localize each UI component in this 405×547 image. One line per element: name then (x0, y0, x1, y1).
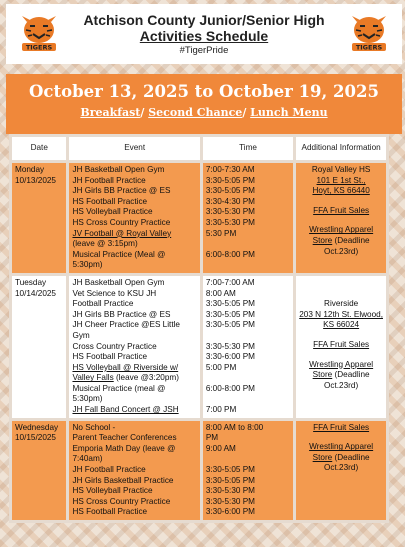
time-item: 3:30-5:05 PM (205, 465, 255, 475)
time-item: 3:30-5:05 PM (205, 299, 255, 309)
store-link[interactable]: Store (312, 452, 333, 462)
time-item: 8:00 AM to 8:00 (205, 422, 264, 432)
second-chance-link[interactable]: Second Chance (148, 106, 243, 119)
event-item: JH Girls BB Practice @ ES (72, 186, 171, 196)
time-item: 7:00-7:00 AM (205, 277, 255, 287)
store-deadline (299, 453, 383, 464)
time-item: 3:30-6:00 PM (205, 352, 255, 362)
tiger-logo-icon (346, 14, 392, 52)
time-item: 3:30-5:30 PM (205, 486, 255, 496)
date-cell (11, 419, 68, 521)
location-address[interactable]: 101 E 1st St., (316, 175, 366, 185)
deadline-date: Oct.23rd) (324, 246, 359, 256)
ffa-fruit-sales-link[interactable]: FFA Fruit Sales (313, 339, 370, 349)
schedule-table (9, 134, 389, 523)
time-item: 3:30-5:30 PM (205, 207, 255, 217)
info-cell (295, 162, 388, 275)
time-item: 9:00 AM (205, 443, 236, 453)
event-item: Football Practice (72, 299, 134, 309)
time-item: 3:30-5:05 PM (205, 186, 255, 196)
event-item: HS Volleyball Practice (72, 207, 153, 217)
event-cell (68, 274, 201, 419)
location-address[interactable]: Hoyt, KS 66440 (312, 186, 370, 196)
event-item: JH Football Practice (72, 175, 146, 185)
location-block (299, 165, 383, 197)
leave-time: (leave @3:20pm) (116, 373, 179, 383)
ffa-fruit-sales-link[interactable]: FFA Fruit Sales (313, 205, 370, 215)
store-link[interactable]: Store (312, 370, 333, 380)
event-item: Parent Teacher Conferences (72, 433, 177, 443)
location-name: Riverside (324, 299, 359, 309)
time-item: 3:30-5:05 PM (205, 320, 255, 330)
location-block (299, 299, 383, 331)
ffa-fruit-sales-link[interactable]: FFA Fruit Sales (313, 422, 370, 432)
event-item: HS Football Practice (72, 507, 148, 517)
event-item: JH Basketball Open Gym (72, 165, 165, 174)
deadline-text: (Deadline (334, 370, 370, 380)
event-item: HS Volleyball Practice (72, 486, 153, 496)
page-title[interactable]: Activities Schedule (139, 28, 269, 44)
deadline-text: (Deadline (334, 452, 370, 462)
event-item: Vet Science to KSU JH (72, 288, 157, 298)
event-item: No School - (72, 422, 116, 432)
header-date: Date (11, 136, 68, 162)
event-item: JH Basketball Open Gym (72, 277, 165, 287)
time-item: 8:00 AM (205, 288, 236, 298)
spacer (206, 394, 290, 405)
school-name: Atchison County Junior/Senior High (83, 12, 325, 28)
event-cell (68, 419, 201, 521)
event-item (72, 373, 196, 384)
table-header-row (11, 136, 388, 162)
deadline-date: Oct.23rd) (324, 463, 359, 473)
date-cell (11, 274, 68, 419)
event-item: 5:30pm) (72, 260, 103, 270)
event-link[interactable]: JH Fall Band Concert @ JSH (72, 405, 179, 415)
event-item: Musical Practice (Meal @ (72, 249, 166, 259)
week-date-range: October 13, 2025 to October 19, 2025 (29, 82, 379, 101)
spacer (206, 239, 290, 250)
store-deadline (299, 236, 383, 247)
event-item: Musical Practice (meal @ (72, 383, 166, 393)
event-item: HS Cross Country Practice (72, 496, 171, 506)
info-cell (295, 419, 388, 521)
time-item: 5:00 PM (205, 362, 237, 372)
event-item: Emporia Math Day (leave @ (72, 443, 176, 453)
time-cell (201, 162, 294, 275)
breakfast-link[interactable]: Breakfast (80, 106, 141, 119)
table-row-wednesday (11, 419, 388, 521)
location-address[interactable]: KS 66024 (323, 320, 360, 330)
time-cell (201, 274, 294, 419)
event-item: 7:40am) (72, 454, 103, 464)
header-additional-information: Additional Information (295, 136, 388, 162)
day-name: Wednesday (15, 422, 59, 432)
spacer (206, 373, 290, 384)
svg-text:TIGERS: TIGERS (25, 43, 53, 52)
event-item: JH Girls BB Practice @ ES (72, 309, 171, 319)
time-item: 3:30-5:30 PM (205, 341, 255, 351)
header-time: Time (201, 136, 294, 162)
time-item: PM (205, 433, 219, 443)
time-item: 6:00-8:00 PM (205, 383, 255, 393)
wrestling-apparel-link[interactable]: Wrestling Apparel (309, 225, 374, 235)
header (6, 4, 402, 64)
time-item: 3:30-5:30 PM (205, 217, 255, 227)
time-item: 3:30-4:30 PM (205, 196, 255, 206)
table-row-monday (11, 162, 388, 275)
time-cell (201, 419, 294, 521)
deadline-text: (Deadline (334, 235, 370, 245)
day-date: 10/13/2025 (15, 175, 56, 185)
spacer (299, 278, 383, 289)
spacer (206, 331, 290, 342)
event-item: JH Football Practice (72, 465, 146, 475)
day-date: 10/15/2025 (15, 433, 56, 443)
event-item: Cross Country Practice (72, 341, 157, 351)
lunch-menu-link[interactable]: Lunch Menu (250, 106, 328, 119)
event-link[interactable]: Valley Falls (72, 373, 114, 383)
tiger-logo-icon (16, 14, 62, 52)
wrestling-apparel-link[interactable]: Wrestling Apparel (309, 442, 374, 452)
menu-links: Breakfast/ Second Chance/ Lunch Menu (80, 106, 328, 119)
spacer (206, 454, 290, 465)
event-item: HS Cross Country Practice (72, 217, 171, 227)
time-item: 3:30-5:30 PM (205, 496, 255, 506)
time-item: 6:00-8:00 PM (205, 249, 255, 259)
event-item: HS Football Practice (72, 196, 148, 206)
time-item: 7:00-7:30 AM (205, 165, 255, 174)
event-link[interactable]: JV Football @ Royal Valley (72, 228, 172, 238)
table-row-tuesday (11, 274, 388, 419)
page (6, 4, 402, 134)
time-item: 3:30-5:05 PM (205, 475, 255, 485)
event-item: JH Girls Basketball Practice (72, 475, 174, 485)
store-deadline (299, 370, 383, 381)
time-item: 7:00 PM (205, 405, 237, 415)
event-item: Gym (72, 330, 90, 340)
event-item: (leave @ 3:15pm) (72, 239, 138, 249)
location-name: Royal Valley HS (311, 165, 371, 174)
location-address[interactable]: 203 N 12th St. Elwood, (299, 309, 383, 319)
deadline-date: Oct.23rd) (324, 380, 359, 390)
event-item: HS Football Practice (72, 352, 148, 362)
time-item: 3:30-5:05 PM (205, 309, 255, 319)
event-item: 5:30pm) (72, 394, 103, 404)
time-item: 5:30 PM (205, 228, 237, 238)
hashtag: #TigerPride (179, 45, 229, 56)
info-cell (295, 274, 388, 419)
time-item: 3:30-5:05 PM (205, 175, 255, 185)
day-name: Tuesday (15, 277, 47, 287)
event-cell (68, 162, 201, 275)
wrestling-apparel-link[interactable]: Wrestling Apparel (309, 359, 374, 369)
spacer (299, 289, 383, 300)
date-cell (11, 162, 68, 275)
event-item: JH Cheer Practice @ES Little (72, 320, 180, 330)
time-item: 3:30-6:00 PM (205, 507, 255, 517)
date-banner (6, 74, 402, 134)
svg-text:TIGERS: TIGERS (355, 43, 383, 52)
day-date: 10/14/2025 (15, 288, 56, 298)
day-name: Monday (15, 165, 45, 174)
event-link[interactable]: HS Volleyball @ Riverside w/ (72, 362, 179, 372)
store-link[interactable]: Store (312, 235, 333, 245)
header-event: Event (68, 136, 201, 162)
